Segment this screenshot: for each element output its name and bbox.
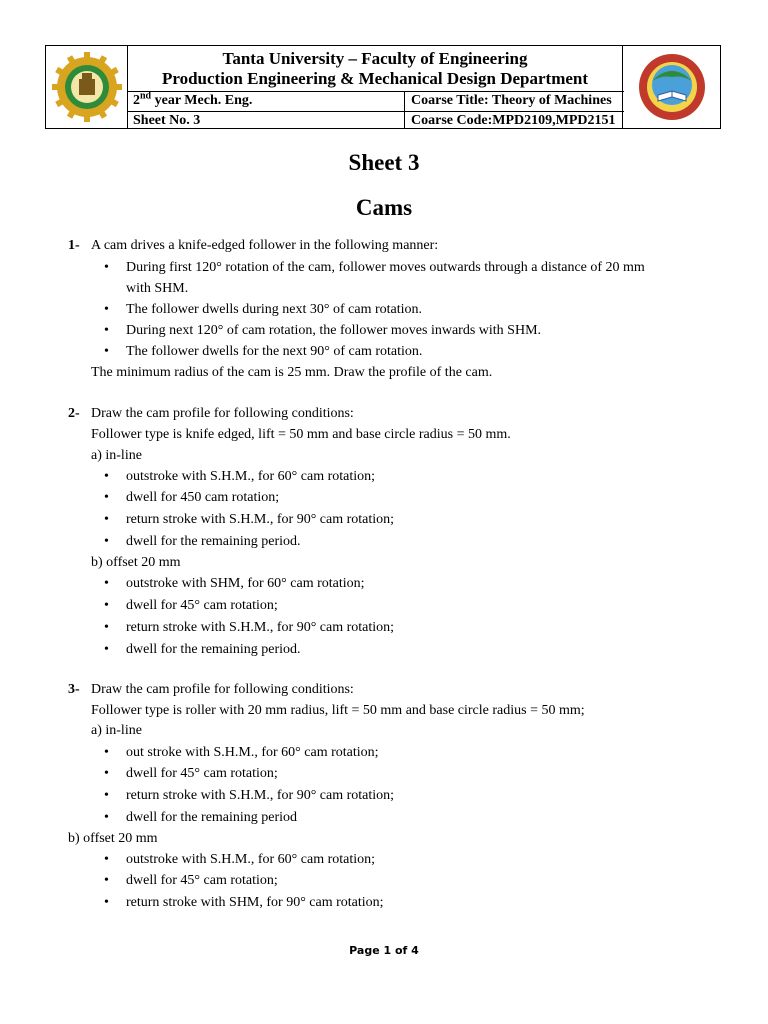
q2-a-item-1: outstroke with S.H.M., for 60° cam rotation; [126,469,376,484]
header-title-block [127,46,623,92]
bullet-icon: • [104,534,109,549]
q2-b-item-3: return stroke with S.H.M., for 90° cam rotation; [126,620,395,635]
q1-bullet-2: The follower dwells during next 30° of cam rotation. [126,302,423,317]
year-text: year Mech. Eng. [151,93,253,108]
sheet-title: Sheet 3 [348,150,420,175]
course-title-cell: Coarse Title: Theory of Machines [405,91,624,111]
question-1-number: 1- [68,238,80,253]
q3-a-item-2: dwell for 45° cam rotation; [126,766,278,781]
sheet-number-cell: Sheet No. 3 [127,111,405,129]
q3-part-b-label: b) offset 20 mm [68,831,158,846]
q3-b-item-3: return stroke with SHM, for 90° cam rotation; [126,895,384,910]
bullet-icon: • [104,852,109,867]
department-name: Production Engineering & Mechanical Design Department [161,69,589,88]
q3-part-a-label: a) in-line [91,723,142,738]
bullet-icon: • [104,766,109,781]
q2-part-b-label: b) offset 20 mm [91,555,181,570]
q2-b-item-1: outstroke with SHM, for 60° cam rotation; [126,576,365,591]
q1-bullet-1b: with SHM. [126,281,189,296]
university-logo-cell [622,46,720,128]
bullet-icon: • [104,344,109,359]
bullet-icon: • [104,323,109,338]
bullet-icon: • [104,490,109,505]
course-code-cell: Coarse Code:MPD2109,MPD2151 [405,111,624,129]
document-header [45,45,721,129]
year-number: 2 [133,93,140,108]
bullet-icon: • [104,642,109,657]
question-2-number: 2- [68,406,80,421]
q1-bullet-3: During next 120° of cam rotation, the follower moves inwards with SHM. [126,323,542,338]
q2-follower: Follower type is knife edged, lift = 50 mm and base circle radius = 50 mm. [91,427,511,442]
q2-a-item-2: dwell for 450 cam rotation; [126,490,280,505]
q3-a-item-4: dwell for the remaining period [126,810,298,825]
q3-a-item-1: out stroke with S.H.M., for 60° cam rotation; [126,745,379,760]
faculty-logo-cell [46,46,128,128]
university-name: Tanta University – Faculty of Engineering [222,49,528,68]
bullet-icon: • [104,873,109,888]
q2-part-a-label: a) in-line [91,448,142,463]
bullet-icon: • [104,512,109,527]
bullet-icon: • [104,302,109,317]
bullet-icon: • [104,260,109,275]
question-2-intro: Draw the cam profile for following conditions: [91,406,354,421]
bullet-icon: • [104,469,109,484]
q3-b-item-1: outstroke with S.H.M., for 60° cam rotation; [126,852,376,867]
q3-b-item-2: dwell for 45° cam rotation; [126,873,278,888]
year-suffix: nd [140,90,152,102]
question-3-number: 3- [68,682,80,697]
q1-bullet-4: The follower dwells for the next 90° of cam rotation. [126,344,423,359]
q3-a-item-3: return stroke with S.H.M., for 90° cam rotation; [126,788,395,803]
q2-a-item-3: return stroke with S.H.M., for 90° cam rotation; [126,512,395,527]
q3-follower: Follower type is roller with 20 mm radius, lift = 50 mm and base circle radius = 50 mm; [91,703,585,718]
bullet-icon: • [104,576,109,591]
page-number: Page 1 of 4 [349,944,419,957]
q2-b-item-4: dwell for the remaining period. [126,642,301,657]
bullet-icon: • [104,788,109,803]
question-1-intro: A cam drives a knife-edged follower in the following manner: [91,238,439,253]
bullet-icon: • [104,745,109,760]
q1-bullet-1a: During first 120° rotation of the cam, follower moves outwards through a distance of 20 mm [126,260,645,275]
topic-title: Cams [355,195,413,220]
bullet-icon: • [104,620,109,635]
bullet-icon: • [104,895,109,910]
bullet-icon: • [104,598,109,613]
q1-closing: The minimum radius of the cam is 25 mm. Draw the profile of the cam. [91,365,493,380]
question-3-intro: Draw the cam profile for following conditions: [91,682,354,697]
faculty-gear-logo-icon [51,51,123,123]
year-cell [127,91,405,111]
bullet-icon: • [104,810,109,825]
q2-a-item-4: dwell for the remaining period. [126,534,301,549]
university-seal-icon [636,51,708,123]
q2-b-item-2: dwell for 45° cam rotation; [126,598,278,613]
